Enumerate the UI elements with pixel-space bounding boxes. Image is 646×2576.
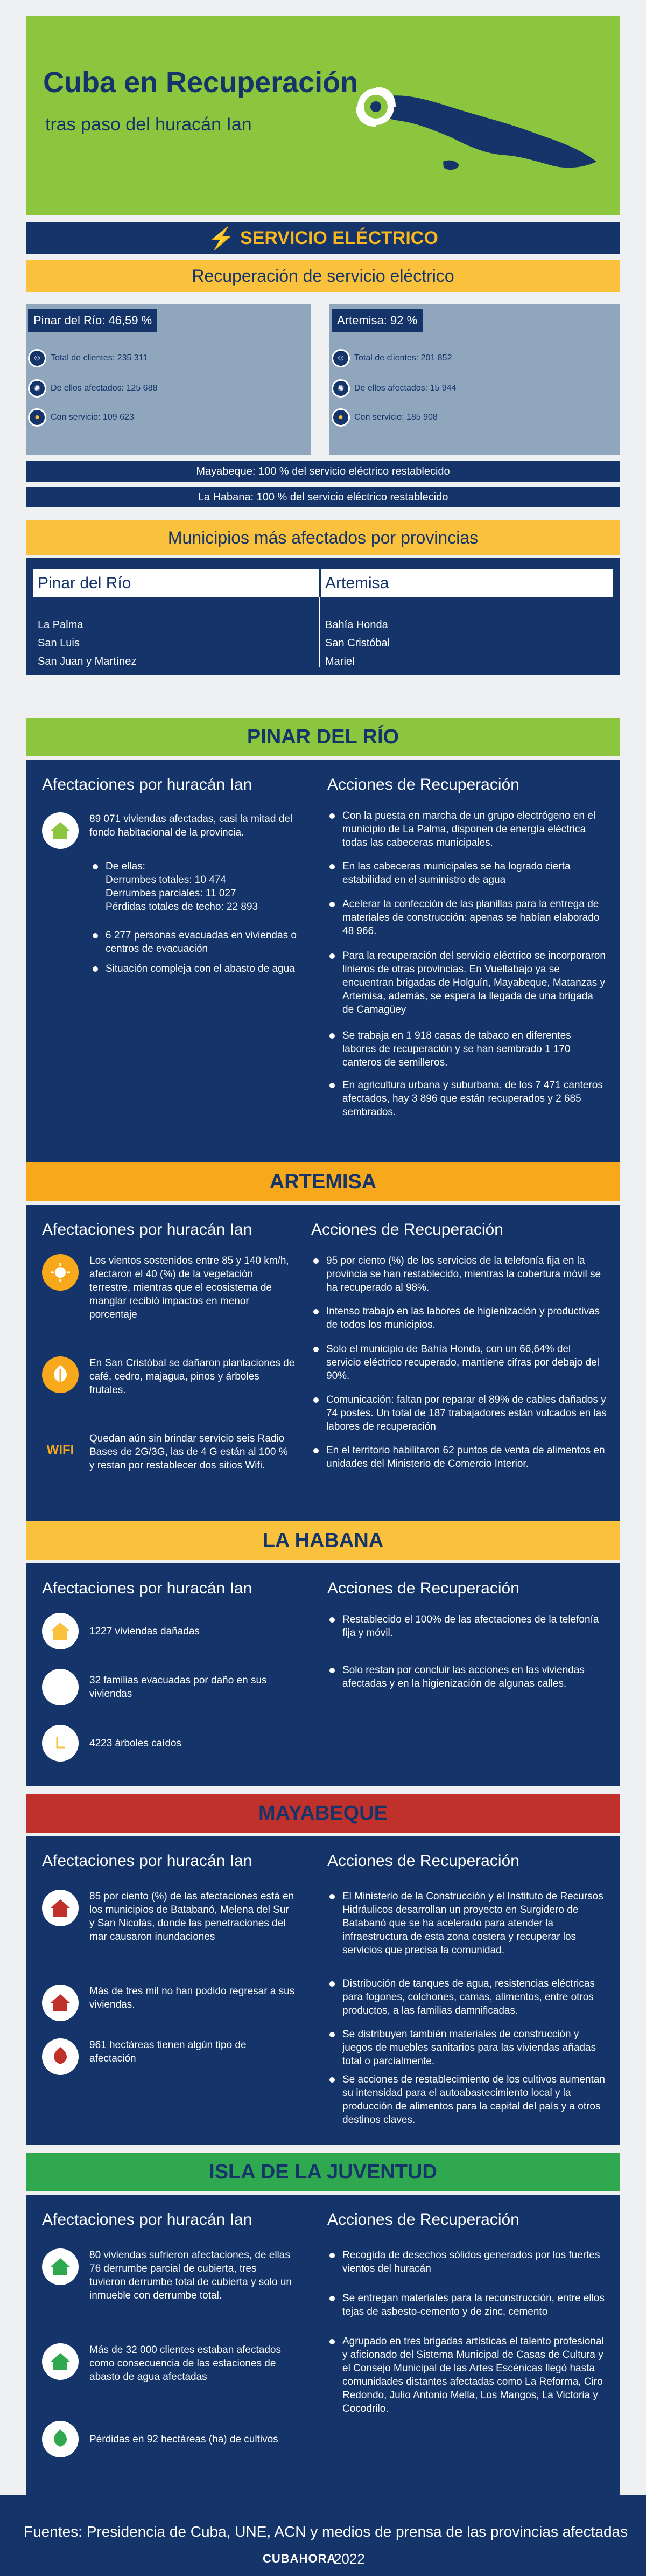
electric-banner [26, 222, 620, 254]
leaf-icon [42, 1356, 79, 1393]
mayabeque-action-4: Se acciones de restablecimiento de los cultivos aumentan su intensidad para el autoabastecimiento local y la producción de alimentos para la capital del país y a otros destinos claves. [327, 2073, 607, 2127]
lightbulb-on-icon: ● [28, 408, 46, 427]
municipios-table [26, 558, 620, 675]
habana-aff-houses [42, 1613, 295, 1649]
pinar-sub-evacuated: 6 277 personas evacuadas en viviendas o centros de evacuación [90, 929, 321, 956]
mayabeque-electric-strip: Mayabeque: 100 % del servicio eléctrico restablecido [26, 461, 620, 482]
cuba-map-hurricane-icon [349, 81, 607, 189]
aff-text: 89 071 viviendas afectadas, casi la mitad del fondo habitacional de la provincia. [89, 813, 293, 838]
aff-text: 1227 viviendas dañadas [89, 1625, 200, 1637]
lightbulb-icon: ✺ [332, 379, 350, 398]
aff-text: Más de tres mil no han podido regresar a sus viviendas. [89, 1986, 295, 2010]
artemisa-action-3: Solo el municipio de Bahía Honda, con un 66,64% del servicio eléctrico recuperado, mantiene cifras por debajo del 90%. [311, 1342, 607, 1383]
mayabeque-action-1: El Ministerio de la Construcción y el Instituto de Recursos Hidráulicos desarrollan un proyecto en Surgidero de Batabanó que se ha acelerado para atender la infraestructura de esta zona costera y recuperar los servicios que precisa la comunidad. [327, 1890, 607, 1957]
isla-aff-houses [42, 2248, 295, 2302]
col-heading-acciones: Acciones de Recuperación [327, 776, 519, 793]
house-icon [42, 1985, 79, 2021]
artemisa-title: ARTEMISA [26, 1162, 620, 1201]
mayabeque-aff-flood [42, 1890, 295, 1944]
pinar-action-6: En agricultura urbana y suburbana, de los 7 471 canteros afectados, hay 3 896 que están recuperados y 2 685 sembrados. [327, 1078, 607, 1119]
artemisa-body [26, 1205, 620, 1533]
aff-text: Pérdidas en 92 hectáreas (ha) de cultivos [89, 2433, 278, 2445]
footer-year: 2022 [334, 2551, 365, 2567]
municipios-list-artemisa [325, 616, 390, 671]
isla-aff-crops [42, 2421, 295, 2457]
hero-subtitle: tras paso del huracán Ian [45, 114, 252, 135]
col-heading-acciones: Acciones de Recuperación [327, 1852, 519, 1870]
habana-aff-trees [42, 1725, 295, 1762]
aff-text: 80 viviendas sufrieron afectaciones, de ellas 76 derrumbe parcial de cubierta, tres tuvieron derrumbe total de cubierta y solo un inmueble con derrumbe total. [89, 2250, 292, 2301]
infographic [26, 16, 620, 2445]
pinar-aff-houses [42, 812, 306, 849]
municipios-col-artemisa: Artemisa [320, 569, 613, 597]
artemisa-action-2: Intenso trabajo en las labores de higienización y productivas de todos los municipios. [311, 1305, 607, 1332]
stat-card-pinar [26, 304, 311, 455]
stat-row-service [332, 408, 438, 427]
stat-card-head: Pinar del Río: 46,59 % [28, 309, 157, 332]
mayabeque-aff-people [42, 1985, 295, 2021]
pinar-action-1: Con la puesta en marcha de un grupo electrógeno en el municipio de La Palma, disponen de energía eléctrica todas las cabeceras municipales. [327, 809, 607, 850]
wifi-icon: WIFI [46, 1443, 74, 1457]
pinar-action-5: Se trabaja en 1 918 casas de tabaco en diferentes labores de recuperación y se han sembrado 1 170 canteros de semilleros. [327, 1029, 607, 1069]
aff-text: Los vientos sostenidos entre 85 y 140 km/h, afectaron el 40 (%) de la vegetación terrestre, mientras que el ecosistema de manglar recibió impactos en menor porcentaje [89, 1255, 289, 1320]
footer-brand-logo: CUBAHORA [263, 2552, 336, 2565]
electric-subtitle: Recuperación de servicio eléctrico [26, 260, 620, 292]
stat-row-total [332, 349, 452, 367]
user-icon: ☺ [28, 349, 46, 367]
stat-row-service [28, 408, 134, 427]
stat-text: De ellos afectados: 125 688 [51, 384, 158, 393]
table-divider [319, 597, 320, 667]
pinar-sub-water: Situación compleja con el abasto de agua [90, 962, 321, 976]
mayabeque-action-2: Distribución de tanques de agua, resistencias eléctricas para fogones, colchones, camas, alimentos, entre otros productos, a las familias damnificadas. [327, 1977, 607, 2017]
family-icon [42, 1669, 79, 1705]
pinar-action-4: Para la recuperación del servicio eléctrico se incorporaron linieros de otras provincias. En Vueltabajo ya se encuentran brigadas de Holguín, Mayabeque, Matanzas y Artemisa, además, se espera la llegada de una brigada de Camagüey [327, 949, 607, 1017]
isla-action-3: Agrupado en tres brigadas artísticas el talento profesional y aficionado del Sistema Municipal de Casas de Cultura y el Consejo Municipal de las Artes Escénicas llegó hasta comunidades distantes afectadas como La Reforma, Ciro Redondo, Julio Antonio Mella, Los Mangos, La Victoria y Cocodrilo. [327, 2335, 607, 2415]
house-icon [42, 2248, 79, 2285]
stat-text: Con servicio: 185 908 [354, 413, 438, 422]
list-item: La Palma [38, 619, 83, 631]
pinar-title: PINAR DEL RÍO [26, 718, 620, 756]
artemisa-aff-radio [42, 1432, 295, 1472]
municipios-title: Municipios más afectados por provincias [26, 520, 620, 555]
artemisa-aff-wind [42, 1254, 295, 1321]
aff-text: En San Cristóbal se dañaron plantaciones de café, cedro, majagua, pinos y árboles frutales. [89, 1357, 295, 1396]
sub-line: Derrumbes parciales: 11 027 [106, 888, 236, 899]
list-item: San Luis [38, 637, 80, 649]
col-heading-afectaciones: Afectaciones por huracán Ian [42, 2211, 252, 2229]
list-item: San Juan y Martínez [38, 656, 137, 667]
mayabeque-body [26, 1836, 620, 2145]
col-heading-afectaciones: Afectaciones por huracán Ian [42, 1579, 252, 1597]
stat-text: Con servicio: 109 623 [51, 413, 134, 422]
stat-text: Total de clientes: 201 852 [354, 353, 452, 363]
habana-aff-families [42, 1669, 295, 1705]
stat-row-affected [332, 379, 456, 398]
aff-text: 32 familias evacuadas por daño en sus viviendas [89, 1675, 267, 1700]
mayabeque-title: MAYABEQUE [26, 1794, 620, 1833]
isla-aff-clients [42, 2343, 295, 2384]
col-heading-acciones: Acciones de Recuperación [327, 1579, 519, 1597]
pinar-sub-derrumbes [90, 860, 321, 914]
stat-text: Total de clientes: 235 311 [51, 353, 148, 363]
stat-card-head: Artemisa: 92 % [332, 309, 423, 332]
sub-line: Derrumbes totales: 10 474 [106, 874, 226, 886]
municipios-list-pinar [38, 616, 136, 671]
aff-text: Quedan aún sin brindar servicio seis Radio Bases de 2G/3G, las de 4 G están al 100 % y restan por restablecer dos sitios Wifi. [89, 1433, 288, 1471]
habana-title: LA HABANA [26, 1521, 620, 1560]
footer-sources: Fuentes: Presidencia de Cuba, UNE, ACN y medios de prensa de las provincias afectadas [24, 2523, 628, 2540]
isla-body [26, 2195, 620, 2496]
list-item: Bahía Honda [325, 619, 388, 631]
sub-line: De ellas: [106, 861, 145, 872]
stat-row-affected [28, 379, 157, 398]
list-item: Mariel [325, 656, 355, 667]
leaf-icon [42, 2421, 79, 2457]
tree-icon [42, 1725, 79, 1762]
isla-action-2: Se entregan materiales para la reconstrucción, entre ellos tejas de asbesto-cemento y de zinc, cemento [327, 2292, 607, 2319]
electric-banner-title: SERVICIO ELÉCTRICO [240, 227, 438, 248]
aff-text: Más de 32 000 clientes estaban afectados como consecuencia de las estaciones de abasto de agua afectadas [89, 2344, 281, 2383]
house-icon [42, 812, 79, 849]
habana-body [26, 1563, 620, 1786]
mayabeque-action-3: Se distribuyen también materiales de construcción y juegos de muebles sanitarios para las viviendas añadas total o parcialmente. [327, 2028, 607, 2068]
pinar-action-2: En las cabeceras municipales se ha logrado cierta estabilidad en el suministro de agua [327, 860, 607, 887]
house-icon [42, 2343, 79, 2380]
col-heading-acciones: Acciones de Recuperación [311, 1221, 503, 1238]
house-icon [42, 1613, 79, 1649]
hero-title: Cuba en Recuperación [43, 66, 359, 99]
aff-text: 961 hectáreas tienen algún tipo de afectación [89, 2039, 247, 2064]
lightbulb-icon: ✺ [28, 379, 46, 398]
stat-text: De ellos afectados: 15 944 [354, 384, 457, 393]
artemisa-aff-crops [42, 1356, 295, 1397]
artemisa-action-4: Comunicación: faltan por reparar el 89% de cables dañados y 74 postes. Un total de 187 trabajadores están volcados en las labores de recuperación [311, 1393, 607, 1433]
habana-action-1: Restablecido el 100% de las afectaciones de la telefonía fija y móvil. [327, 1613, 607, 1640]
lightbulb-on-icon: ● [332, 408, 350, 427]
isla-action-1: Recogida de desechos sólidos generados por los fuertes vientos del huracán [327, 2248, 607, 2275]
col-heading-afectaciones: Afectaciones por huracán Ian [42, 1852, 252, 1870]
col-heading-afectaciones: Afectaciones por huracán Ian [42, 1221, 252, 1238]
aff-text: 85 por ciento (%) de las afectaciones está en los municipios de Batabanó, Melena del Sur y San Nicolás, donde las penetraciones del mar causaron inundaciones [89, 1891, 294, 1943]
habana-electric-strip: La Habana: 100 % del servicio eléctrico restablecido [26, 487, 620, 507]
footer [0, 2495, 646, 2576]
isla-title: ISLA DE LA JUVENTUD [26, 2153, 620, 2191]
lightning-icon: ⚡ [208, 226, 235, 250]
house-icon [42, 1890, 79, 1926]
user-icon: ☺ [332, 349, 350, 367]
sub-line: Pérdidas totales de techo: 22 893 [106, 901, 258, 913]
sun-icon [42, 1254, 79, 1291]
col-heading-acciones: Acciones de Recuperación [327, 2211, 519, 2229]
artemisa-action-5: En el territorio habilitaron 62 puntos de venta de alimentos en unidades del Ministerio de Comercio Interior. [311, 1444, 607, 1471]
aff-text: 4223 árboles caídos [89, 1737, 182, 1749]
mayabeque-aff-hectares [42, 2038, 295, 2075]
list-item: San Cristóbal [325, 637, 390, 649]
municipios-col-pinar: Pinar del Río [33, 569, 319, 597]
pinar-action-3: Acelerar la confección de las planillas para la entrega de materiales de construcción: apenas se habían elaborado 48 966. [327, 897, 607, 938]
col-heading-afectaciones: Afectaciones por huracán Ian [42, 776, 252, 793]
habana-action-2: Solo restan por concluir las acciones en las viviendas afectadas y en la higienización de algunas calles. [327, 1663, 607, 1690]
leaf-icon [42, 2038, 79, 2075]
artemisa-action-1: 95 por ciento (%) de los servicios de la telefonía fija en la provincia se han restablecido, mientras la cobertura móvil se ha recuperado al 98%. [311, 1254, 607, 1294]
hero-banner [26, 16, 620, 215]
stat-card-artemisa [329, 304, 620, 455]
stat-row-total [28, 349, 148, 367]
pinar-body [26, 760, 620, 1174]
